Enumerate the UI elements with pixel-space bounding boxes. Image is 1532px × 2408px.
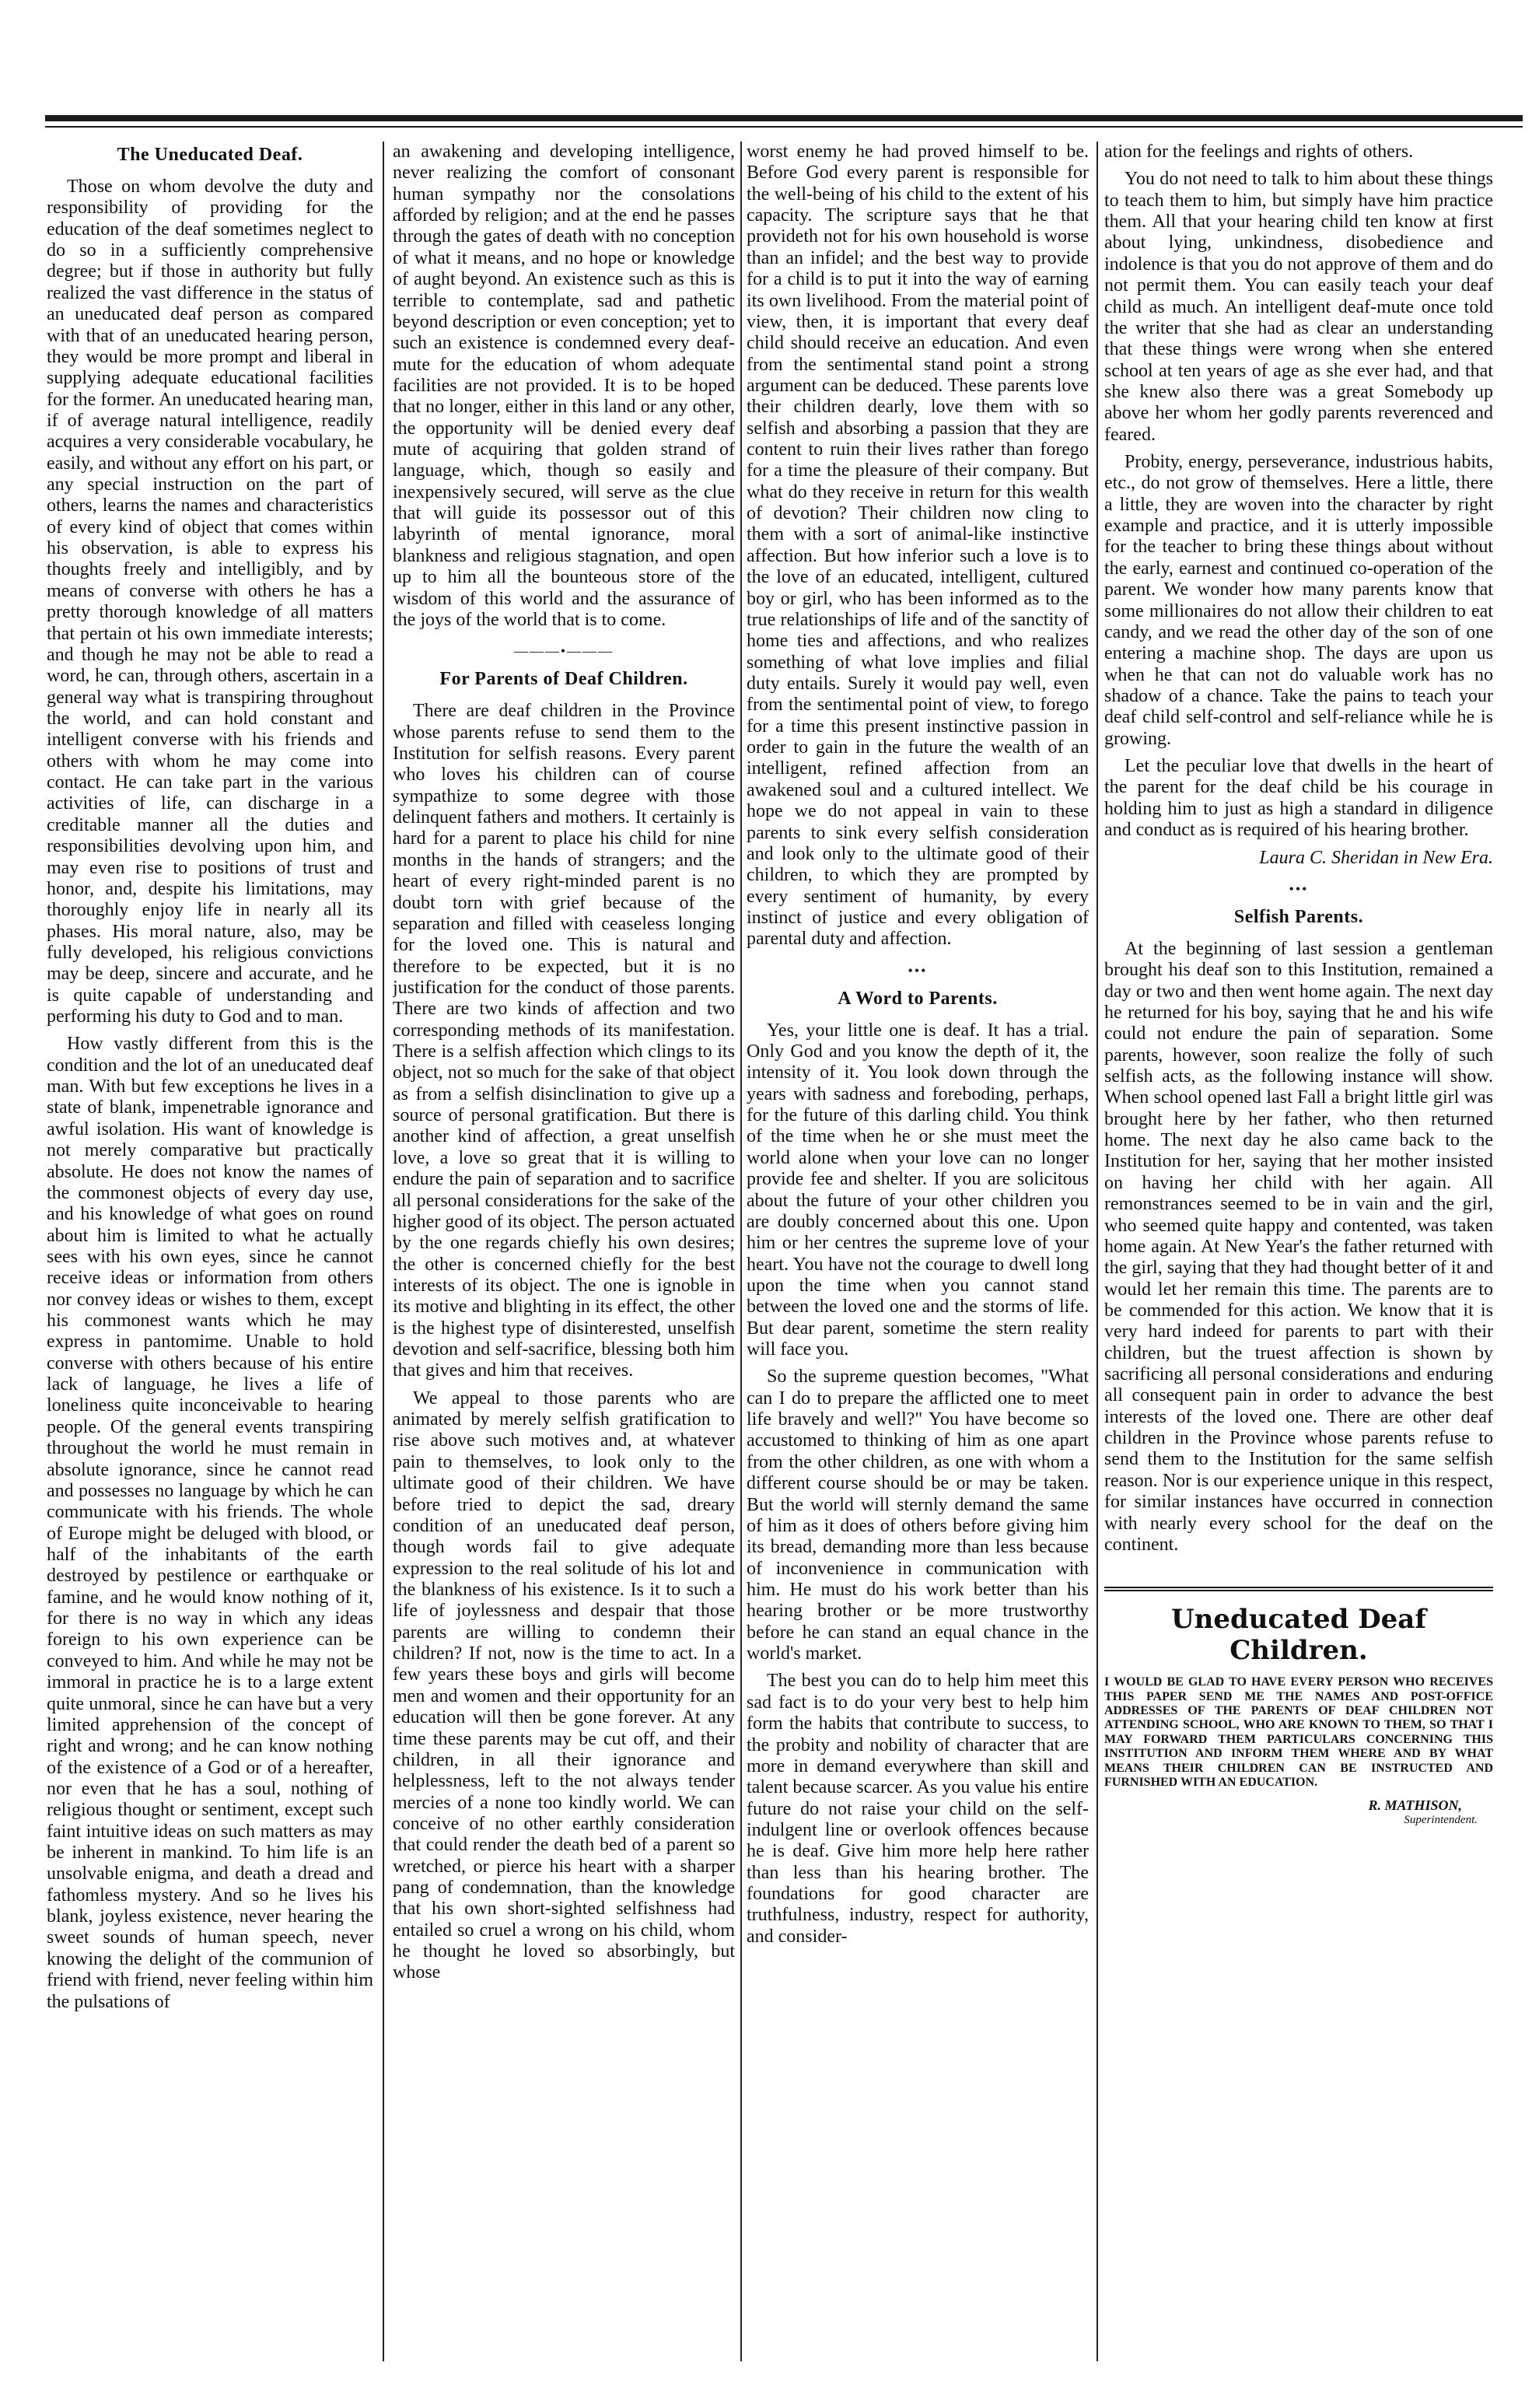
notice-title: Uneducated Deaf Children. [1171, 1604, 1426, 1667]
article-paragraph: Those on whom devolve the duty and responsibility of providing for the education of the deaf sometimes neglect to do so in a sufficiently comprehensive degree; but if those in authority but fully realized the vast difference in the status of an uneducated deaf person as compared with that of an uneducated hearing person, they would be more prompt and liberal in supplying adequate educational facilities for the former. An uneducated hearing man, if of average natural intelligence, readily acquires a very considerable vocabulary, he easily, and without any effort on his part, or any special instruction on the part of others, learns the names and characteristics of every kind of object that comes within his observation, is able to express his thoughts freely and intelligibly, and by means of converse with others he has a pretty thorough knowledge of all matters that pertain ot his own immediate interests; and though he may not be able to read a word, he can, through others, ascertain in a general way what is transpiring throughout the world, and can hold constant and intelligent converse with his friends and others with whom he may come into contact. He can take part in the various activities of life, can discharge in a creditable manner all the duties and responsibilities devolving upon him, and may even rise to positions of trust and honor, and, despite his limitations, may thoroughly enjoy life in nearly all its phases. His moral nature, also, may be fully developed, his religious convictions may be deep, sincere and accurate, and he is quite capable of understanding and performing his duty to God and to man. [47, 177, 373, 1027]
article-title-for-parents: For Parents of Deaf Children. [439, 669, 688, 690]
column-2 [393, 142, 735, 2377]
column-4 [1104, 142, 1493, 2377]
header-rule [45, 115, 1523, 121]
article-title-uneducated-deaf: The Uneducated Deaf. [117, 145, 303, 165]
article-paragraph-continued: worst enemy he had proved himself to be. Before God every parent is responsible for the well-being of his child to the extent of his capacity. The scripture says that he that provideth not for his own household is worse than an infidel; and the best way to provide for a child is to put it into the way of earning its own livelihood. From the material point of view, then, it is important that every deaf child should receive an education. And even from the sentimental stand point a strong argument can be deduced. These parents love their children dearly, love them with so selfish and absorbing a passion that they are content to ruin their lives rather than forego for a time the pleasure of their company. But what do they receive in return for this wealth of devotion? Their children now cling to them with a sort of animal-like instinctive affection. But how inferior such a love is to the love of an educated, intelligent, cultured boy or girl, who has been informed as to the true relationships of life and of the sanctity of home ties and affections, and who realizes something of what love implies and filial duty entails. Surely it would pay well, even from the sentimental point of view, to forego for a time this present instinctive passion in order to gain in the future the wealth of an intelligent, refined affection from an awakened soul and a cultured intellect. We hope we do not appeal in vain to these parents to sink every selfish consideration and look only to the ultimate good of their children, to which they are prompted by every sentiment of humanity, by every instinct of justice and every obligation of parental duty and affection. [747, 142, 1089, 950]
section-ornament: ••• [908, 962, 928, 978]
article-paragraph: Yes, your little one is deaf. It has a trial. Only God and you know the depth of it, the intensity of it. You look down through the years with sadness and foreboding, perhaps, for the future of this darling child. You think of the time when he or she must meet the world alone when your love can no longer provide fee and shelter. If you are solicitous about the future of your other children you are doubly concerned about this one. Upon him or her centres the supreme love of your heart. You have not the courage to dwell long upon the time when you cannot stand between the loved one and the storms of life. But dear parent, sometime the stern reality will face you. [747, 1020, 1089, 1360]
notice-box [1104, 1587, 1493, 1827]
column-1 [47, 142, 373, 2377]
article-paragraph: We appeal to those parents who are animated by merely selfish gratification to rise above such motives and, at whatever pain to themselves, to look only to the ultimate good of their children. We have before tried to depict the sad, dreary condition of an uneducated deaf person, though words fail to give adequate expression to the real solitude of his lot and the blankness of his existence. Is it to such a life of joylessness and despair that those parents are willing to condemn their children? If not, now is the time to act. In a few years these boys and girls will become men and women and their opportunity for an education will then be gone forever. At any time these parents may be cut off, and their children, in all their ignorance and helplessness, left to the not always tender mercies of a none too kindly world. We can conceive of no other earthly consideration that could render the death bed of a parent so wretched, or pierce his heart with a sharper pang of condemnation, than the knowledge that his own short-sighted selfishness had entailed so cruel a wrong on his child, whom he thought he loved so absorbingly, but whose [393, 1388, 735, 1983]
article-paragraph-continued: ation for the feelings and rights of others. [1104, 142, 1414, 162]
column-3 [747, 142, 1089, 2377]
article-signature: Laura C. Sheridan in New Era. [1259, 847, 1493, 868]
column-divider [1097, 142, 1098, 2361]
article-paragraph: The best you can do to help him meet this sad fact is to do your very best to help him form the habits that contribute to success, to the probity and nobility of character that are more in demand everywhere than skill and talent because scarcer. As you value his entire future do not raise your child on the self-indulgent line or overlook offences because he is deaf. Give him more help here rather than less than his hearing brother. The foundations for good character are truthfulness, industry, respect for authority, and consider- [747, 1671, 1089, 1947]
article-paragraph: Probity, energy, perseverance, industrious habits, etc., do not grow of themselves. Here a little, there a little, they are woven into the character by right example and practice, and it is utterly impossible for the teacher to bring these things about without the early, earnest and continued co-operation of the parent. We wonder how many parents know that some millionaires do not allow their children to eat candy, and we read the other day of the son of one entering a machine shop. The days are upon us when he that can not do valuable work has no shadow of a chance. Take the pains to teach your deaf child self-control and self-reliance while he is growing. [1104, 452, 1493, 749]
notice-text: I WOULD BE GLAD TO HAVE EVERY PERSON WHO RECEIVES THIS PAPER SEND ME THE NAMES AND POST-OFFICE ADDRESSES OF THE PARENTS OF DEAF CHILDREN NOT ATTENDING SCHOOL, WHO ARE KNOWN TO THEM, SO THAT I MAY FORWARD THEM PARTICULARS CONCERNING THIS INSTITUTION AND INFORM THEM WHERE AND BY WHAT MEANS THEIR CHILDREN CAN BE INSTRUCTED AND FURNISHED WITH AN EDUCATION. [1104, 1675, 1493, 1790]
article-title-selfish-parents: Selfish Parents. [1233, 906, 1364, 927]
article-paragraph: At the beginning of last session a gentleman brought his deaf son to this Institution, remained a day or two and then went home again. The next day he returned for his boy, saying that he and his wife could not endure the pain of separation. Some parents, however, soon realize the folly of such selfish acts, as the following instance will show. When school opened last Fall a bright little girl was brought here by her father, who then returned home. The next day he also came back to the Institution for her, saying that her mother insisted on having her child with her again. All remonstrances seemed to be in vain and the girl, who seemed quite happy and contented, was taken home again. At New Year's the father returned with the girl, saying that they had thought better of it and would let her remain this time. The parents are to be commended for this action. We know that it is very hard indeed for parents to part with their children, but the truest affection is shown by sacrificing all personal considerations and enduring all consequent pain in order to advance the best interests of the loved one. There are other deaf children in the Province whose parents refuse to send them to the Institution for the same selfish reason. Nor is our experience unique in this respect, for similar instances have occurred in connection with nearly every school for the deaf on the continent. [1104, 938, 1493, 1555]
article-paragraph: Let the peculiar love that dwells in the heart of the parent for the deaf child be his courage in holding him to just as high a standard in diligence and conduct as is required of his hearing brother. [1104, 756, 1493, 841]
article-title-word-to-parents: A Word to Parents. [838, 988, 998, 1009]
article-paragraph: You do not need to talk to him about these things to teach them to him, but simply have him practice them. All that your hearing child ten know at first about lying, unkindness, disobedience and indolence is that you do not approve of them and do not permit them. You can easily teach your deaf child as much. An intelligent deaf-mute once told the writer that she had as clear an understanding that these things were wrong when she entered school at ten years of age as she ever had, and that she knew also there was a great Somebody up above her whom her godly parents reverenced and feared. [1104, 169, 1493, 445]
section-ornament: ———•——— [513, 643, 614, 660]
notice-signature: R. MATHISON, [1368, 1797, 1462, 1814]
column-divider [383, 142, 384, 2361]
notice-role: Superintendent. [1404, 1814, 1478, 1827]
section-ornament: ••• [1289, 880, 1309, 897]
article-paragraph: How vastly different from this is the condition and the lot of an uneducated deaf man. With but few exceptions he lives in a state of blank, impenetrable ignorance and awful isolation. His want of knowledge is not merely comparative but practically absolute. He does not know the names of the commonest objects of every day use, and his knowledge of what goes on round about him is limited to what he actually sees with his own eyes, since he cannot receive ideas or information from others nor convey ideas or wishes to them, except his commonest wants which he may express in pantomime. Unable to hold converse with others because of his entire lack of language, he lives a life of loneliness quite inconceivable to hearing people. Of the general events transpiring throughout the world he must remain in absolute ignorance, since he cannot read and possesses no language by which he can communicate with his friends. The whole of Europe might be deluged with blood, or half of the inhabitants of the earth destroyed by pestilence or earthquake or famine, and he would know nothing of it, for there is no way in which any ideas foreign to his own experience can be conveyed to him. And while he may not be immoral in practice he is to a large extent quite unmoral, since he can have but a very limited apprehension of the concept of right and wrong; and he can know nothing of the existence of a God or of a hereafter, nor even that he has a soul, nothing of religious thought or sentiment, except such faint intuitive ideas on such matters as may be inherent in mankind. To him life is an unsolvable enigma, and death a dread and fathomless mystery. And so he lives his blank, joyless existence, never hearing the sweet sounds of human speech, never knowing the delight of the communion of friend with friend, never feeling within him the pulsations of [47, 1034, 373, 2012]
article-paragraph: So the supreme question becomes, "What can I do to prepare the afflicted one to meet life bravely and well?" You have become so accustomed to thinking of him as one apart from the other children, as one with whom a different course should be or may be taken. But the world will sternly demand the same of him as it does of others before giving him its bread, demanding more than less because of inconvenience in communication with him. He must do his work better than his hearing brother or be more trustworthy before he can stand an equal chance in the world's market. [747, 1367, 1089, 1664]
article-paragraph: There are deaf children in the Province whose parents refuse to send them to the Institution for selfish reasons. Every parent who loves his children can of course sympathize to some degree with those delinquent fathers and mothers. It certainly is hard for a parent to place his child for nine months in the hands of strangers; and the heart of every right-minded parent is no doubt torn with grief because of the separation and filled with ceaseless longing for the loved one. This is natural and therefore to be expected, but it is no justification for the conduct of those parents. There are two kinds of affection and two corresponding methods of its manifestation. There is a selfish affection which clings to its object, not so much for the sake of that object as from a selfish disinclination to give up a source of personal gratification. But there is another kind of affection, a great unselfish love, a love so great that it is willing to endure the pain of separation and to sacrifice all personal considerations for the sake of the higher good of its object. The person actuated by the one regards chiefly his own desires; the other is concerned chiefly for the best interests of its object. The one is ignoble in its motive and blighting in its effect, the other is the highest type of disinterested, unselfish devotion and self-sacrifice, blessing both him that gives and him that receives. [393, 701, 735, 1381]
article-paragraph-continued: an awakening and developing intelligence, never realizing the comfort of consonant human sympathy nor the consolations afforded by religion; and at the end he passes through the gates of death with no conception of what it means, and no hope or knowledge of aught beyond. An existence such as this is terrible to contemplate, sad and pathetic beyond description or even conception; yet to such an existence is condemned every deaf-mute for the education of whom adequate facilities are not provided. It is to be hoped that no longer, either in this land or any other, the opportunity will be denied every deaf mute of acquiring that golden strand of language, which, though so easily and inexpensively secured, will serve as the clue that will guide its possessor out of this labyrinth of mental ignorance, moral blankness and religious stagnation, and open up to him all the bounteous store of the wisdom of this world and the assurance of the joys of the world that is to come. [393, 142, 735, 630]
column-divider [740, 142, 742, 2361]
header-rule-thin [45, 126, 1523, 128]
